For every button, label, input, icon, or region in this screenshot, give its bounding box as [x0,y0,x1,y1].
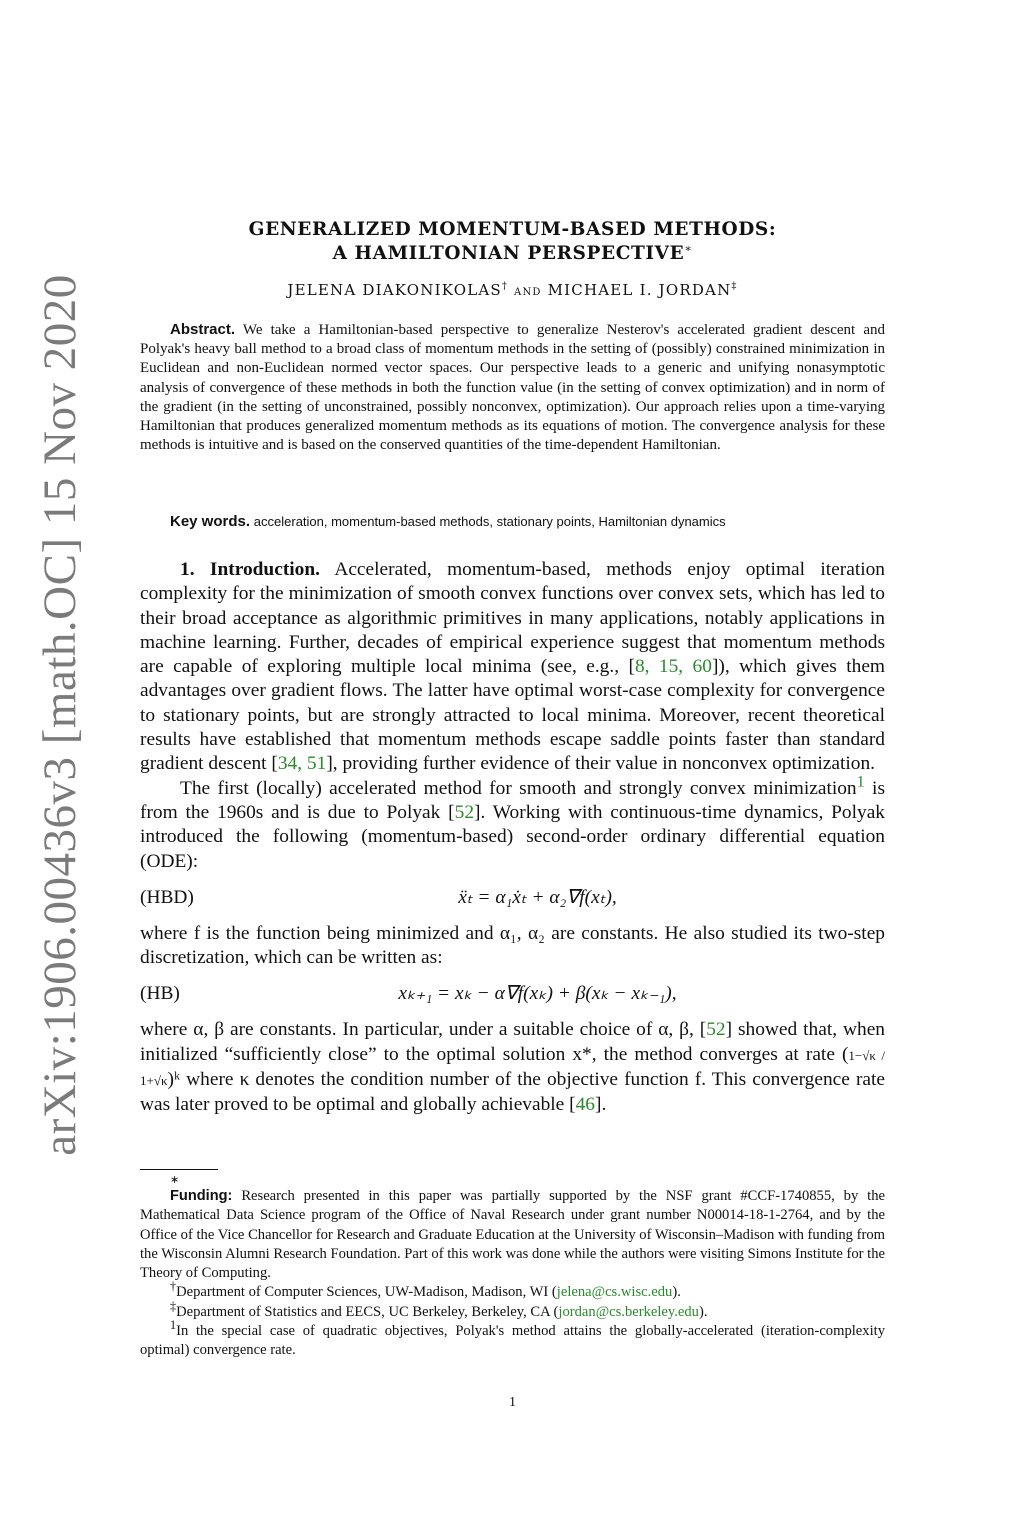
equation-body: ẍₜ = α₁ẋₜ + α₂∇f(xₜ), [458,886,617,908]
footnote-ddagger: ‡Department of Statistics and EECS, UC Berkeley, Berkeley, CA (jordan@cs.berkeley.edu). [170,1298,708,1320]
equation-label: (HB) [140,983,180,1005]
abstract-label: Abstract. [170,321,236,338]
funding-label: Funding: [170,1188,233,1204]
email-link[interactable]: jordan@cs.berkeley.edu [558,1303,699,1320]
keywords [140,513,885,531]
paper-title [140,218,885,266]
citation-link[interactable]: 52 [706,1019,726,1041]
abstract-text: We take a Hamiltonian-based perspective to generalize Nesterov's accelerated gradient descent and Polyak's heavy ball method to a broad class of momentum methods in the setting of (possibly) constrained minimization in Euclidean and non-Euclidean normed vector spaces. Our perspective leads to a generic and unifying nonasymptotic analysis of convergence of these methods in both the function value (in the setting of convex optimization) and in norm of the gradient (in the setting of unconstrained, possibly nonconvex, optimization). Our approach relies upon a time-varying Hamiltonian that produces generalized momentum methods as its equations of motion. The convergence analysis for these methods is intuitive and is based on the conserved quantities of the time-dependent Hamiltonian. [140,322,885,454]
footnote-1: $^1$In the special case of quadratic objectives, Polyak's method attains the globally-accelerated (iteration-complexity optimal) convergence rate. [140,1318,885,1359]
email-link[interactable]: jelena@cs.wisc.edu [556,1284,673,1301]
intro-paragraph-4: where α, β are constants. In particular, under a suitable choice of α, β, [52] showed that, when initialized “sufficiently close” to the optimal solution x*, the method converges at rate (1−√κ / 1+√κ)ᵏ where κ denotes the condition number of the objective function f. This convergence rate was later proved to be optimal and globally achievable [46]. [140,1019,885,1116]
footnote-star-mark: ∗ [170,1174,180,1186]
author-list [140,281,885,299]
footnote-funding: Funding: Research presented in this paper was partially supported by the NSF grant #CCF-1740855, by the Mathematical Data Science program of the Office of Naval Research under grant number N00014-18-1-2764, and by the Office of the Vice Chancellor for Research and Graduate Education at the University of Wisconsin–Madison with funding from the Wisconsin Alumni Research Foundation. Part of this work was done while the authors were visiting Simons Institute for the Theory of Computing. [140,1188,885,1282]
equation-hbd [140,874,885,922]
equation-body: xₖ₊₁ = xₖ − α∇f(xₖ) + β(xₖ − xₖ₋₁), [398,983,677,1005]
citation-link[interactable]: 52 [454,801,475,823]
title-line-1: GENERALIZED MOMENTUM-BASED METHODS: [248,219,777,240]
author-2: MICHAEL I. JORDAN [547,281,732,299]
citation-link[interactable]: 46 [575,1094,595,1116]
abstract [140,320,885,455]
footnote-dagger: †Department of Computer Sciences, UW-Madison, Madison, WI (jelena@cs.wisc.edu). [170,1279,681,1301]
citation-link[interactable]: 34, 51 [277,753,327,775]
arxiv-sidebar-stamp [30,274,90,1156]
rate-fraction: 1−√κ / 1+√κ [140,1047,885,1089]
author-1-mark: † [501,281,509,292]
citation-link[interactable]: 8, 15, 60 [634,656,712,678]
section-heading: 1. Introduction. [180,559,320,580]
page-number: 1 [509,1395,516,1410]
footnotes [140,1173,885,1361]
author-2-mark: ‡ [731,281,738,292]
title-footnote-mark: ∗ [684,241,693,255]
arxiv-id: arXiv:1906.00436v3 [math.OC] 15 Nov 2020 [34,274,86,1156]
intro-paragraph-3: where f is the function being minimized and α₁, α₂ are constants. He also studied its two-step discretization, which can be written as: [140,922,885,969]
equation-label: (HBD) [140,886,194,908]
title-line-2: A HAMILTONIAN PERSPECTIVE [332,243,685,264]
keywords-text: acceleration, momentum-based methods, stationary points, Hamiltonian dynamics [253,514,726,529]
equation-hb [140,970,885,1018]
intro-paragraph-1: 1. Introduction. Accelerated, momentum-based, methods enjoy optimal iteration complexity for the minimization of smooth convex functions over convex sets, which has led to their broad acceptance as algorithmic primitives in many applications, notably applications in machine learning. Further, decades of empirical experience suggest that momentum methods are capable of exploring multiple local minima (see, e.g., [8, 15, 60]), which gives them advantages over gradient flows. The latter have optimal worst-case complexity for convergence to stationary points, but are strongly attracted to local minima. Moreover, recent theoretical results have established that momentum methods escape saddle points faster than standard gradient descent [34, 51], providing further evidence of their value in nonconvex optimization. [140,559,886,775]
footnote-link[interactable]: 1 [856,773,865,791]
keywords-label: Key words. [170,513,251,530]
author-1: JELENA DIAKONIKOLAS [287,281,502,299]
intro-paragraph-2: The first (locally) accelerated method for smooth and strongly convex minimization$^1$ is from the 1960s and is due to Polyak [52]. Working with continuous-time dynamics, Polyak introduced the following (momentum-based) second-order ordinary differential equation (ODE): [140,773,885,872]
author-and: AND [514,287,542,298]
introduction-section [140,558,885,1118]
footnote-rule [140,1169,218,1170]
